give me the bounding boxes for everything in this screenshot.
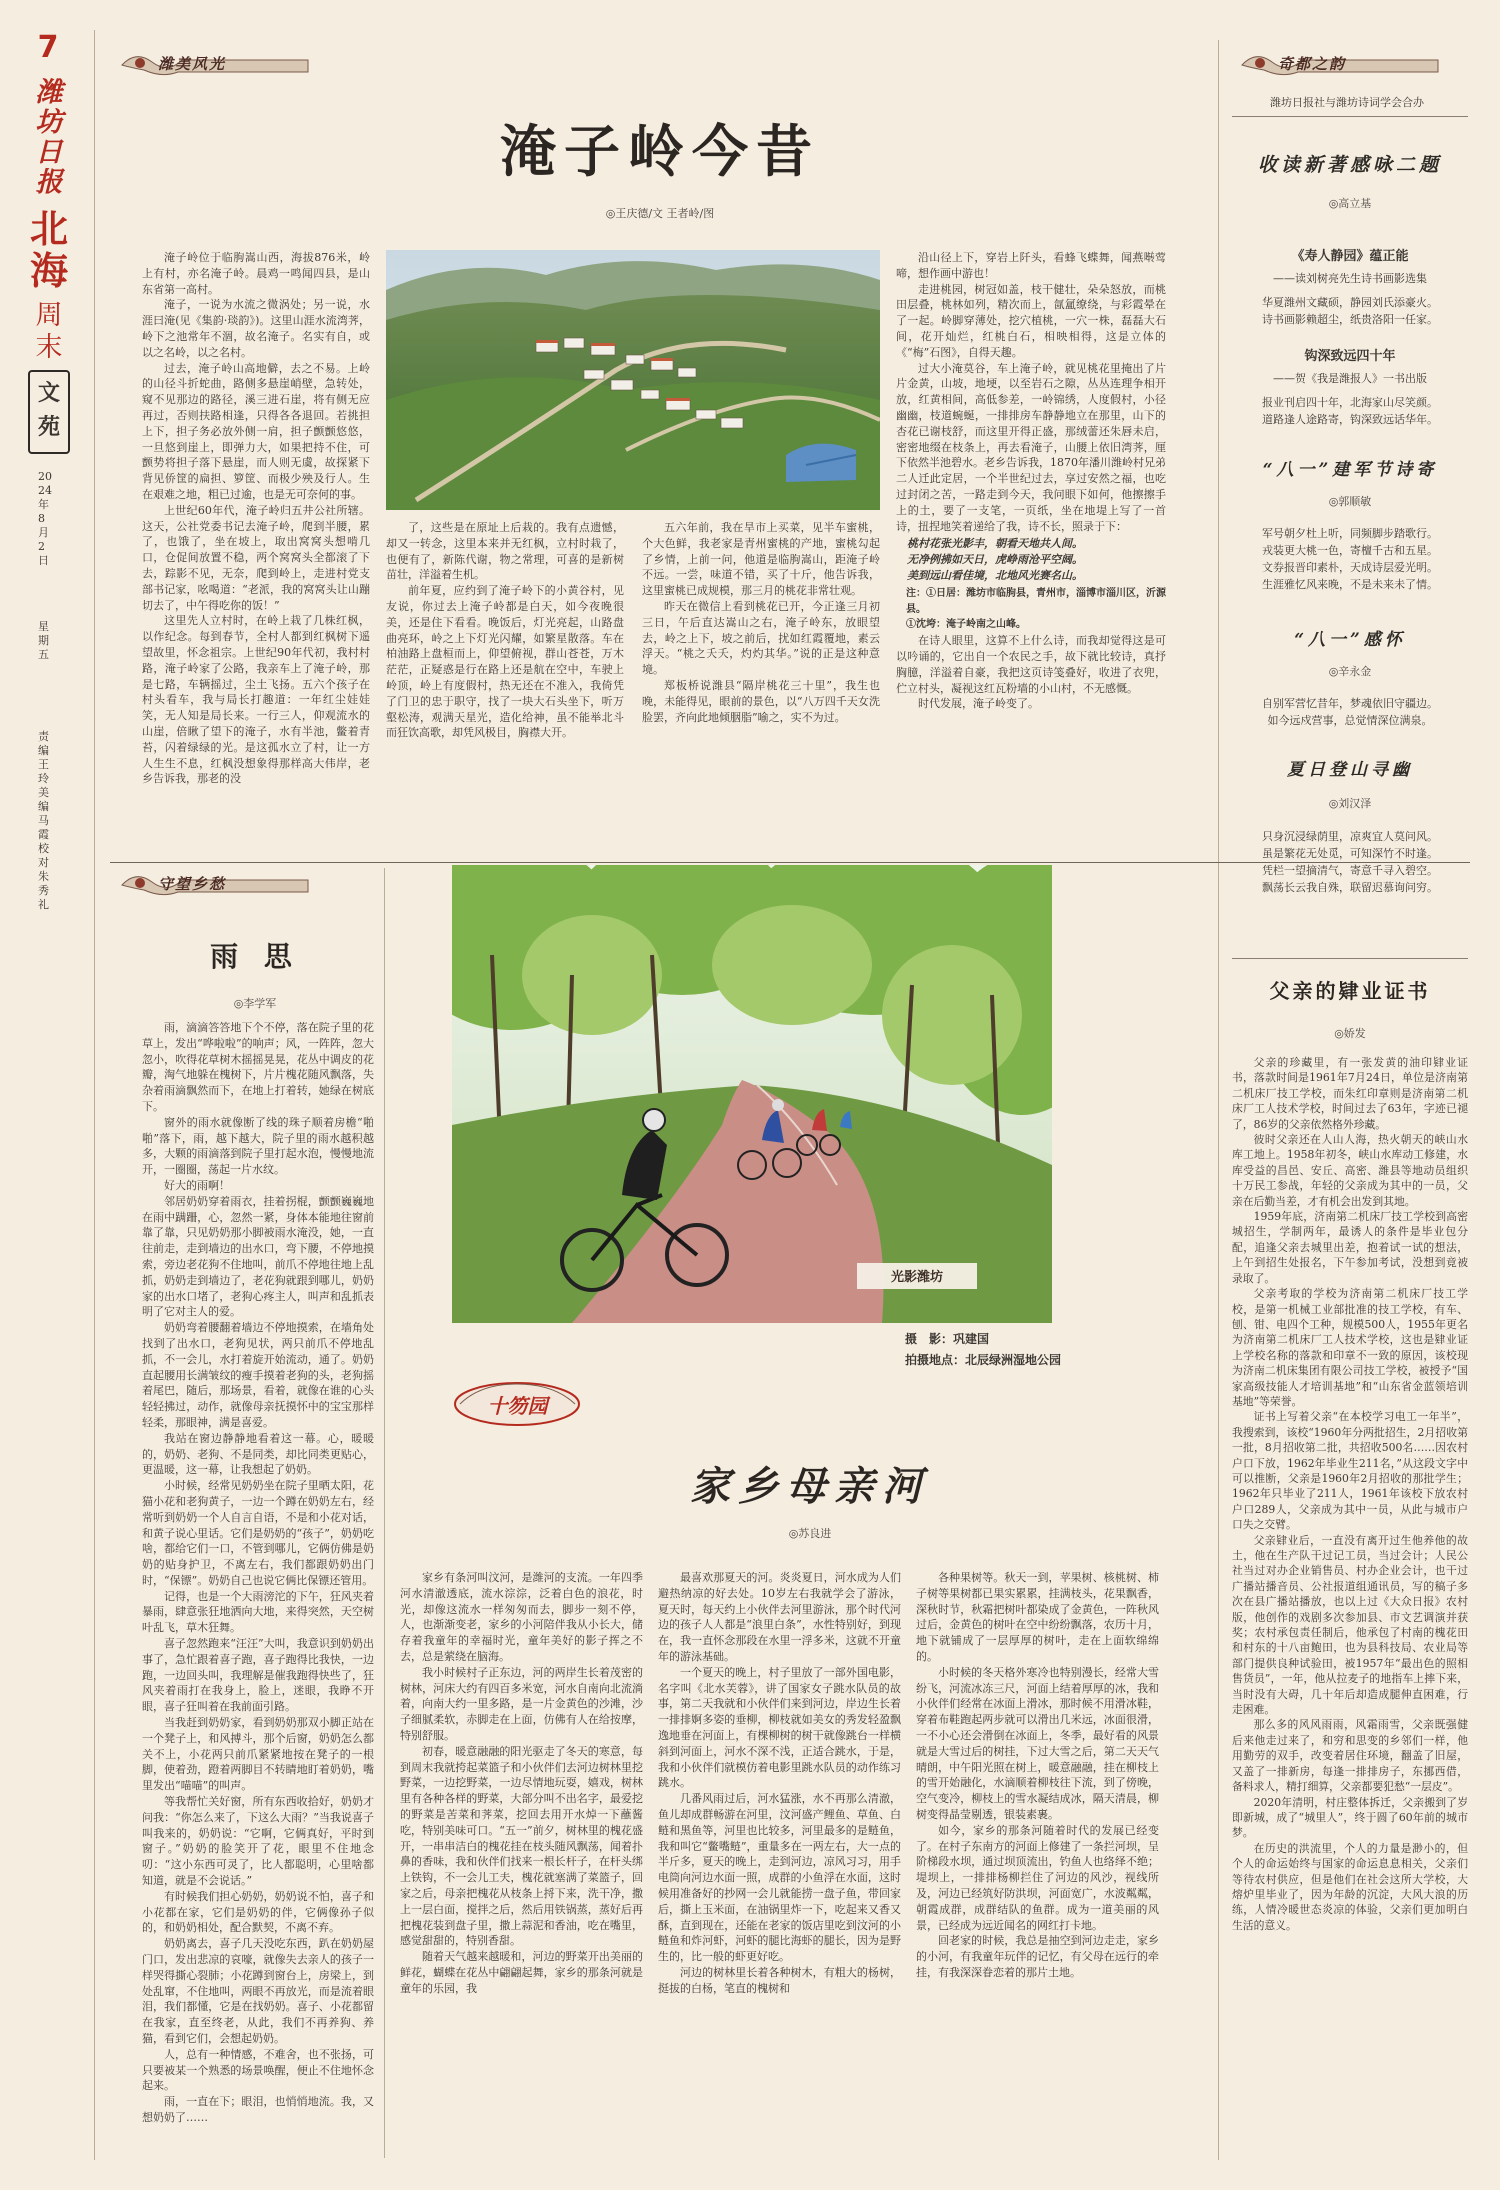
river-column-2: 最喜欢那夏天的河。炎炎夏日，河水成为人们避热纳凉的好去处。10岁左右我就学会了游泳，夏天时，每天约上小伙伴去河里游泳，那个时代河边的孩子人人都是“浪里白条”，水性特别好，到现在，我一直怀念那段在水里一浮多米，这就不开童年的游泳基础。 一个夏天的晚上，村子里放了一部外国电影，名字叫《北水芙蓉》，讲了国家女子跳水队员的故事，第二天我就和小伙伴们来到河边，岸边生长着一排排婀多姿的垂柳，柳枝就如美女的秀发轻盈飘逸地垂在河面上，有棵柳树的树干就像跳台一样横斜到河面上，河水不深不浅，正适合跳水，于是，我和小伙伴们就模仿着电影里跳水队员的动作练习跳水。 几番风雨过后，河水猛涨，水不再那么清澈，鱼儿却成群畅游在河里，汶河盛产鲤鱼、草鱼、白鲢和黑鱼等，河里也比较多，河里最多的是鲢鱼，我和叫它“鳖嘴鲢”，重量多在一两左右，大一点的半斤多，夏天的晚上，走到河边，凉风习习，用手电筒向河边水面一照，成群的小鱼浮在水面，这时候用准备好的抄网一会儿就能捞一盘子鱼，带回家后，撕上玉米面，在油锅里炸一下，吃起来又香又酥，直到现在，还能在老家的饭店里吃到汶河的小鲢鱼和炸河虾，河虾的腿比海虾的腿长，因为是野生的，比一般的虾更好吃。 河边的树林里长着各种树木，有粗大的杨树，挺拔的白杨，笔直的槐树和 bbox=[658, 1571, 901, 1995]
rain-essay-body: 雨，滴滴答答地下个不停，落在院子里的花草上，发出“哗啦啦”的响声；风，一阵阵，忽大忽小，吹得花草树木摇摇晃晃，花丛中调皮的花瓣，淘气地躲在槐树下，片片槐花随风飘落，失杂着雨滴飘然而下，在地上打着转，她绿在树底下。 窗外的雨水就像断了线的珠子顺着房檐“啪啪”落下，雨，越下越大，院子里的雨水越积越多，大颗的雨滴落到院子里打起水泡，慢慢地流开，一圈圈，荡起一片水纹。 好大的雨啊！ 邻居奶奶穿着雨衣，挂着拐棍，颤颤巍巍地在雨中蹒跚，心，忽然一紧，身体本能地往窗前靠了靠，只见奶奶那小脚被雨水淹没，她，一直往前走，走到墙边的出水口，弯下腰，不停地摸索，旁边老花狗不住地叫，前爪不停地往地上乱抓，奶奶走到墙边了，老花狗就跟到哪儿，奶奶家的出水口堵了，老狗心疼主人，叫声和乱抓表明了它对主人的爱。 奶奶弯着腰翻着墙边不停地摸索，在墙角处找到了出水口，老狗见状，两只前爪不停地乱抓，不一会儿，水打着旋开始流动，通了。奶奶直起腰用长满皱纹的瘦手摸着老狗的头，老狗摇着尾巴，随后，那场景，看着，就像在谁的心头轻轻拂过，动作，就像母亲抚摸怀中的宝宝那样轻柔，那眼神，满是喜爱。 我站在窗边静静地看着这一幕。心，暖暖的，奶奶、老狗、不是同类，却比同类更贴心，更温暖，这一幕，让我想起了奶奶。 小时候，经常见奶奶坐在院子里晒太阳，花猫小花和老狗黄子，一边一个蹲在奶奶左右，经常听到奶奶一个人自言自语，不是和小花对话，和黄子说心里话。它们是奶奶的“孩子”，奶奶吃啥，都给它们一口，不管到哪儿，它俩仿佛是奶奶的贴身护卫，不离左右，我们都跟奶奶出门时，“保镖”。奶奶自己也说它俩比保镖还管用。 记得，也是一个大雨滂沱的下午，狂风夹着暴雨，肆意张狂地洒向大地，来得突然，天空树叶乱飞，草木狂舞。 喜子忽然跑来“汪汪”大叫，我意识到奶奶出事了，急忙跟着喜子跑，喜子跑得比我快，一边跑，一边回头叫，我理解是催我跑得快些了，狂风夹着雨打在我身上，脸上，迷眼，我睁不开眼，喜子狂叫着在我前面引路。 当我赶到奶奶家，看到奶奶那双小脚正站在一个凳子上，和风搏斗，那个后窗，奶奶怎么都关不上，小花两只前爪紧紧地按在凳子的一根脚，使着劲，蹬着两脚目不转睛地盯着奶奶，嘴里发出“喵喵”的叫声。 等我帮忙关好窗，所有东西收拾好，奶奶才问我：“你怎么来了，下这么大雨？”当我说喜子叫我来的，奶奶说：“它啊，它俩真好，平时到窗子。”奶奶的脸笑开了花，眼里不住地念叨：“这小东西可灵了，比人都聪明，心里啥都知道，就是不会说话。” 有时候我们担心奶奶，奶奶说不怕，喜子和小花都在家，它们是奶奶的伴，它俩像孙子似的，和奶奶相处，配合默契，不离不弃。 奶奶离去，喜子几天没吃东西，趴在奶奶屋门口，发出悲凉的哀嚎，就像失去亲人的孩子一样哭得撕心裂肺；小花蹲到窗台上，房梁上，到处乱窜，不住地叫，两眼不再放光，而是流着眼泪，我们都懂，它是在找奶奶。喜子、小花都留在我家，直至终老，从此，我们不再养狗、养猫，看到它们，会想起奶奶。 人，总有一种情感，不难舍，也不张扬，可只要被某一个熟悉的场景唤醒，便止不住地怀念起来。 雨，一直在下；眼泪，也悄悄地流。我，又想奶奶了…… bbox=[142, 1021, 374, 2124]
essay-title-rain: 雨 思 bbox=[210, 940, 300, 973]
publish-date: 2024年8月2日 bbox=[38, 470, 52, 567]
feature-column-4: 沿山径上下，穿岩上阡头，看蜂飞蝶舞，闻燕啭莺啼，想作画中游也！ 走进桃园，树冠如盖，枝干健壮，朵朵怒放，而桃田层叠，桃林如列，精次而上，氤氲缭绕，与彩霞晕在了一起。岭脚穿薄处，挖穴植桃，一穴一株，磊磊大石间，花开灿烂，红桃白石，相映相得，这是立体的《“梅”石图》，自得天趣。 过大小淹莫谷，车上淹子岭，就见桃花里掩出了片片金黄，山坡，地埂，以至岩石之隙，丛丛连理争相开放，红黄相间，高低参差，一岭锦绣，人度假村，小径幽幽，枝道蜿蜒，一排排房车静静地立在那里，山下的杏花已谢枝舒，而这里开得正盛，那绒蕾还朱唇未启，密密地缀在枝条上，再去看淹子，山腰上依旧湾荠，厘下依然半池碧水。老乡告诉我，1870年潘川潍岭村兄弟二人迁此定居，一个半世纪过去，享过安然之福，也吃过封闭之苦，一路走到今天，我问眼下如何，他擦擦手上的土，要了一支笔，一页纸，坐在地堤上写了一首诗，扭捏地笑着递给了我，诗不长，照录于下： 桃村花张光影丰，朝看天地共人间。 无净例拂如天日，虎峥雨沧平空阔。 美到远山看佳境，北地风光赛名山。 注：①日居：潍坊市临朐县，青州市，淄博市淄川区，沂源县。 ①沈垮：淹子岭南之山峰。 在诗人眼里，这算不上什么诗，而我却觉得这是可以吟诵的，它出自一个农民之手，故下就比较诗，真抒胸臆，洋溢着自豪，我把这页诗笺叠好，收进了衣兜，伫立村头，凝视这红瓦粉墙的小山村，不无感慨。 时代发展，淹子岭变了。 bbox=[896, 251, 1166, 711]
essay-byline-certificate: ◎娇发 bbox=[1334, 1027, 1366, 1040]
poem-3-title: “八一”感怀 bbox=[1294, 630, 1406, 650]
poem-3-body: 自别军营忆昔年，梦魂依旧守疆边。 如今远戍营事，总觉情深位满泉。 bbox=[1262, 697, 1438, 727]
river-column-3: 各种果树等。秋天一到，苹果树、核桃树、柿子树等果树都已果实累累，挂满枝头，花果飘香，深秋时节，秋霜把树叶都染成了金黄色，一阵秋风过后，金黄色的树叶在空中纷纷飘落，农历十月，地下就铺成了一层厚厚的树叶，走在上面软绵绵的。 小时候的冬天格外寒冷也特别漫长，经常大雪纷飞，河流冰冻三尺，河面上结着厚厚的冰，我和小伙伴们经常在冰面上滑冰，那时候不用滑冰鞋，穿着布鞋跑起两步就可以滑出几米远，冰面很滑，一不小心还会滑倒在冰面上，冬季，最好看的风景就是大雪过后的树挂，下过大雪之后，第二天天气晴朗，中午阳光照在树上，暖意融融，挂在柳枝上的雪开始融化，水滴顺着柳枝往下流，到了傍晚，空气变冷，柳枝上的雪水凝结成冰，隔天清晨，柳树变得晶莹剔透，银装素裹。 如今，家乡的那条河随着时代的发展已经变了。在村子东南方的河面上修建了一条拦河坝，呈阶梯段水坝，通过坝顶流出，钓鱼人也络绎不绝；堤坝上，一排排杨柳拦住了河边的风沙，视线所及，河边已经筑好防洪坝，河面宽广，水波粼粼，朝霞成群，成群结队的鱼群。成为一道美丽的风景，已经成为远近闻名的网红打卡地。 回老家的时候，我总是抽空到河边走走，家乡的小河，有我童年玩伴的记忆，有父母在远行的牵挂，有我深深眷恋着的那片土地。 bbox=[916, 1571, 1159, 1979]
photo-village-aerial bbox=[386, 250, 880, 510]
sub-poem-1: 《寿人静园》蕴正能 ——读刘树亮先生诗书画影选集 华夏潍州文藏硕，静园刘氏添豪火。 诗书画影赖超尘，纸贵洛阳一任家。 bbox=[1232, 245, 1468, 328]
sub-poem-2-subtitle: ——贺《我是潍报人》一书出版 bbox=[1273, 372, 1427, 385]
publish-weekday: 星期五 bbox=[38, 620, 49, 661]
section-label: 潍美风光 bbox=[158, 55, 227, 73]
poem-2-title: “八一”建军节诗寄 bbox=[1262, 460, 1438, 480]
section-ribbon-scenery bbox=[118, 48, 318, 82]
poem-2-author: ◎郭顺敏 bbox=[1328, 495, 1372, 508]
poem-group-title: 收读新著感咏二题 bbox=[1257, 154, 1442, 176]
article-title: 淹子岭今昔 bbox=[500, 119, 820, 185]
poem-4-body: 只身沉浸绿荫里，凉爽宜人莫问风。 虽是繁花无处觅，可知深竹不时逢。 凭栏一望摘清气，寄意千寻入碧空。 飘荡长云我自殊，联留迟慕询问穷。 bbox=[1262, 830, 1438, 894]
paper-name: 潍坊日报 bbox=[35, 77, 63, 198]
masthead bbox=[28, 30, 90, 1140]
section-ribbon-nostalgia bbox=[118, 868, 318, 902]
supplement-name-big: 北海 bbox=[29, 206, 68, 293]
section-label: 守望乡愁 bbox=[158, 875, 227, 893]
poem-4-author: ◎刘汉泽 bbox=[1328, 797, 1372, 810]
photo-location: 拍摄地点：北辰绿洲湿地公园 bbox=[905, 1353, 1062, 1367]
poetry-sponsor: 潍坊日报社与潍坊诗词学会合办 bbox=[1270, 96, 1424, 109]
photo-column-label: 光影潍坊 bbox=[890, 1270, 944, 1285]
sub-poem-1-subtitle: ——读刘树亮先生诗书画影选集 bbox=[1273, 272, 1427, 285]
photo-cycling-park bbox=[452, 865, 1052, 1323]
section-badge-shihuyuan bbox=[450, 1378, 585, 1430]
essay-title-river: 家乡母亲河 bbox=[690, 1463, 930, 1510]
essay-byline-rain: ◎李学军 bbox=[233, 997, 277, 1010]
certificate-essay-body: 父亲的珍藏里，有一张发黄的油印肄业证书，落款时间是1961年7月24日，单位是济南第二机床厂技工学校，而朱红印章则是济南第二机床厂工人技术学校，时间过去了63年，字迹已褪了，86岁的父亲依然格外珍藏。 彼时父亲还在人山人海，热火朝天的峡山水库工地上。1958年初冬，峡山水库动工修建，水库受益的昌邑、安丘、高密、潍县等地动员组织十万民工参战，年轻的父亲成为其中的一员，父亲在后勤当差，才有机会出发到其地。 1959年底，济南第二机床厂技工学校到高密城招生，学制两年，最诱人的条件是毕业包分配，追逢父亲去城里出差，抱着试一试的想法，上午到招生处报名，下午参加考试，没想到竟被录取了。 父亲考取的学校为济南第二机床厂技工学校，是第一机械工业部批准的技工学校，有车、刨、钳、电四个工种，规模500人，1955年更名为济南第二机床厂工人技术学校，这也是肄业证上学校名称的落款和印章不一致的原因，该校现为济南二机床集团有限公司技工学校，被授予“国家高级技能人才培训基地”和“山东省金蓝领培训基地”等荣誉。 证书上写着父亲“在本校学习电工一年半”，我搜索到，该校“1960年分两批招生，2月招收第一批，8月招收第二批，共招收500名……因农村户口下放，1962年毕业生211名，”从这段文字中可以推断，父亲是1960年2月招收的那批学生；1962年只毕业了211人，1961年该校下放农村户口289人，父亲成为其中一员，从此与城市户口失之交臂。 父亲肄业后，一直没有离开过生他养他的故土，他在生产队干过记工员，当过会计；人民公社当过对办企业销售员、村办企业会计，也干过广播站播音员、公社报道组通讯员，写的稿子多次在县广播站播放，也以上过《大众日报》农村版，他创作的戏剧多次参加县、市文艺调演并获奖；农村承包责任制后，他承包了村南的槐花田和村东的十八亩鲍田，也为县科技局、农业局等部门提供良种试验田，被1957年“最出色的照相售货员”，一年，他从拉麦子的地指车上摔下来，当时没有大碍，几十年后却造成腿伸直困难，行走困难。 那么多的风风雨雨，风霜雨雪，父亲既强健后来他走过来了，和穷和思变的乡邻们一样，他用勤劳的双手，改变着居住环境，翻盖了旧屋，又盖了一排新房，每逢一排排房子，东挪西借，备料求人，精打细算，父亲都要犯愁“一层皮”。 2020年清明，村庄整体拆迁，父亲搬到了岁即新城，成了“城里人”，终于圆了60年前的城市梦。 在历史的洪流里，个人的力量是渺小的，但个人的命运始终与国家的命运息息相关，父亲们等待农村供应，但是他们在社会这所大学校，大熔炉里毕业了，因为年龄的沉淀，大风大浪的历练，人情冷暖世态炎凉的体验，父亲们更加明白生活的意义。 bbox=[1232, 1056, 1468, 1932]
section-label: 十笏园 bbox=[487, 1394, 548, 1418]
section-ribbon-poetry bbox=[1238, 48, 1448, 82]
poem-notes: 注：①日居：潍坊市临朐县，青州市，淄博市淄川区，沂源县。 ①沈垮：淹子岭南之山峰。 bbox=[906, 587, 1166, 631]
feature-column-3: 五六年前，我在旱市上买菜，见半车蜜桃，个大色鲜，我老家是青州蜜桃的产地，蜜桃勾起了乡情，上前一问，他道是临朐嵩山，距淹子岭不远。一尝，味道不错，买了十斤，他告诉我，这里蜜桃已成规模，那三月的桃花非常壮观。 昨天在微信上看到桃花已开，今正逢三月初三日，午后直达嵩山之右，淹子岭东，放眼望去，岭之上下，坡之前后，扰如红霞覆地，素云浮天。“桃之夭夭，灼灼其华。”说的正是这种意境。 郑板桥说潍县“隔岸桃花三十里”，我生也晚，未能得见，眼前的景色，以“八万四千天女洗脸罢，齐向此地倾胭脂”喻之，实不为过。 bbox=[642, 521, 880, 724]
poem-group-author: ◎高立基 bbox=[1328, 197, 1372, 210]
feature-column-2: 了，这些是在原址上后栽的。我有点遗憾，却又一转念，这里本来并无红枫，立村时栽了，也便有了，新陈代谢，物之常理，可喜的是新树苗壮，洋溢着生机。 前年夏，应约到了淹子岭下的小黄谷村，见友说，你过去上淹子岭都是白天，如今夜晚很美，还是住下看看。晚饭后，灯光亮起，山路盘曲亮环，岭之上下灯光闪耀，如繁星散落。车在柏油路上盘桓而上，仰望俯视，群山苍苍，万木茫茫，正疑惑是行在路上还是航在空中，车驶上岭顶，岭上有度假村，热无还在不准入，我倚凭了门卫的忠于职守，找了一块大石头坐下，听万壑松涛，观满天星光，造化给神，虽不能举北斗而狂饮高歌，却凭风极目，胸襟大开。 bbox=[386, 521, 624, 740]
supplement-name-small: 周末 bbox=[35, 300, 63, 363]
sub-poem-1-title: 《寿人静园》蕴正能 bbox=[1291, 249, 1409, 264]
essay-byline-river: ◎苏良进 bbox=[788, 1527, 832, 1540]
section-name: 文苑 bbox=[37, 380, 60, 440]
poem-3-author: ◎辛永金 bbox=[1328, 665, 1372, 678]
article-byline: ◎王庆德/文 王者岭/图 bbox=[605, 207, 715, 220]
photo-credit: 摄 影：巩建国 bbox=[905, 1332, 990, 1346]
sub-poem-2: 钩深致远四十年 ——贺《我是潍报人》一书出版 报业刊启四十年，北海家山尽笑颜。 道路逢人途路寄，钩深致远话华年。 bbox=[1232, 345, 1468, 428]
feature-column-1: 淹子岭位于临朐嵩山西，海拔876米，岭上有村，亦名淹子岭。晨鸡一鸣闻四县，是山东省第一高村。 淹子，一说为水流之微涡处；另一说，水涯曰淹(见《集韵·琰韵》)。这里山涯水流湾荠，岭下之池常年不涸，故名淹子。名实有自，或以之名岭，以之名村。 过去，淹子岭山高地僻，去之不易。上岭的山径斗折蛇曲，路侧多悬崖峭壁，急转处，窥不见那边的路径，溪三进石崖，将有侧无应再过，否则扶路相逢，只得各各退回。若挑担上下，担子务必放外侧一肩，担子颤颤悠悠，一旦悠到崖上，即弹力大，如果把持不住，可颤势将担子落下悬崖，而人则无虞，故探紧下背见侨筐的扁担、箩筐、而极少殃及行人。生在艰难之地，粗已过逾，也是无可奈何的事。 上世纪60年代，淹子岭归五井公社所辖。这天，公社党委书记去淹子岭，爬到半腰，累了，也饿了，坐在坡上，取出窝窝头想啃几口，仓促间放置不稳，两个窝窝头全都滚了下去，踪影不见，无奈，爬到岭上，走进村党支部书记家，吆喝道：“老派，我的窝窝头让山蹦切去了，中午得吃你的饭！” 这里先人立村时，在岭上栽了几株红枫，以作纪念。每到春节，全村人都到红枫树下遥望故里，怀念祖宗。上世纪90年代初，我村村路，淹子岭家了公路，我亲车上了淹子岭，那是七路，车辆摇过，尘土飞扬。五六个孩子在村头看车，我与局长打趣道：一年红尘娃娃笑，无人知是局长来。一行三人，仰观流水的山崖，倍瞅了望下的淹子，水有半池，鳖着青苔，闪着绿绿的光。是这孤水立了村，让一方人生生不息，红枫没想象得那样高大伟岸，老乡告诉我，那老的没 bbox=[142, 251, 370, 786]
editors: 责编 王玲 美编 马霞 校对 朱秀礼 bbox=[38, 730, 49, 911]
essay-title-certificate: 父亲的肄业证书 bbox=[1269, 979, 1431, 1003]
sub-poem-2-title: 钩深致远四十年 bbox=[1304, 349, 1396, 364]
poem-4-title: 夏日登山寻幽 bbox=[1287, 760, 1413, 780]
section-label: 奇都之韵 bbox=[1278, 55, 1347, 73]
poem-2-body: 军号朝夕杜上听，同频脚步踏歌行。 戎装更大桃一色，寄檀千古和五星。 文券报晋印素朴，天成诗层爱光明。 生涯雅忆风来晚，不是未来未了情。 bbox=[1262, 527, 1438, 591]
farmer-poem: 桃村花张光影丰，朝看天地共人间。 无净例拂如天日，虎峥雨沧平空阔。 美到远山看佳境，北地风光赛名山。 bbox=[907, 537, 1083, 582]
page-number: 7 bbox=[37, 30, 59, 65]
section-badge bbox=[28, 370, 70, 454]
river-column-1: 家乡有条河叫汶河，是潍河的支流。一年四季河水清澈透底，流水淙淙，泛着白色的浪花，时光，却像这流水一样匆匆而去，脚步一刻不停，人，也渐渐变老，家乡的小河陪伴我从小长大，储存着我童年的幸福时光，童年美好的影子挥之不去，总是萦绕在脑海。 我小时候村子正东边，河的两岸生长着茂密的树林，河床大约有四百多米宽，河水自南向北流淌着，向南大约一里多路，是一片金黄色的沙滩，沙子细腻柔软，赤脚走在上面，仿佛有人在给按摩，特别舒服。 初春，暖意融融的阳光驱走了冬天的寒意，每到周末我就挎起菜篮子和小伙伴们去河边树林里挖野菜，一边挖野菜，一边尽情地玩耍，嬉戏，树林里有各种各样的野菜，大部分叫不出名字，最爱挖的野菜是苦菜和荠菜，挖回去用开水焯一下蘸酱吃，特别美味可口。“五一”前夕，树林里的槐花盛开，一串串洁白的槐花挂在枝头随风飘荡，闻着扑鼻的香味，我和伙伴们找来一根长杆子，在杆头绑上铁钩，不一会儿工夫，槐花就塞满了菜篮子，回家之后，母亲把槐花从枝条上捋下来，洗干净，撒上一层白面，搅拌之后，然后用铁锅蒸，蒸好后再把槐花装到盘子里，撒上蒜泥和香油，吃在嘴里，感觉甜甜的，特别香甜。 随着天气越来越暖和，河边的野菜开出美丽的鲜花，蝴蝶在花丛中翩翩起舞，家乡的那条河就是童年的乐园，我 bbox=[400, 1571, 643, 1995]
